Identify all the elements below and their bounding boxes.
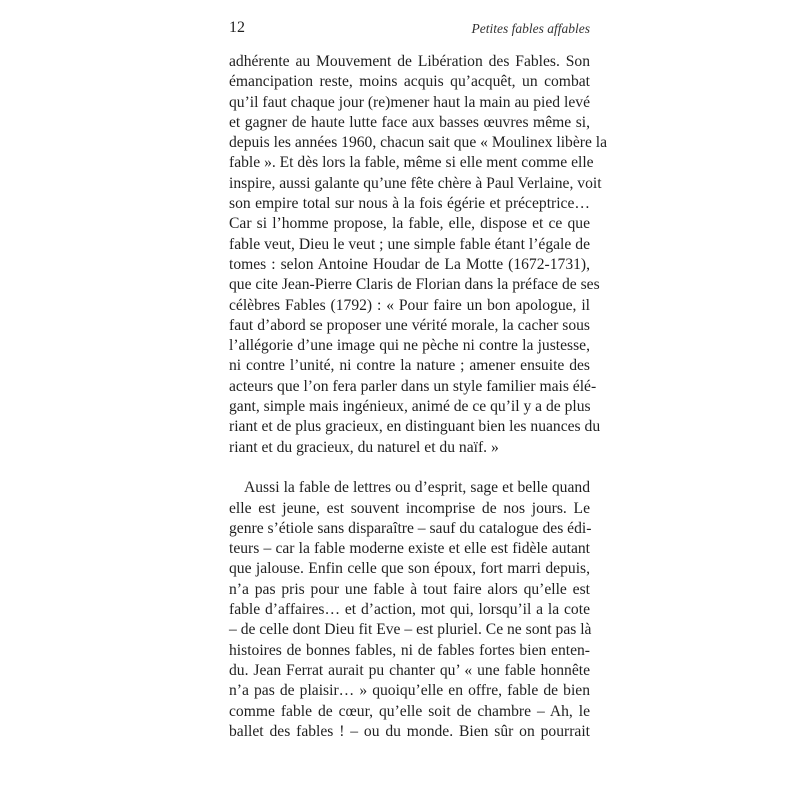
running-head bbox=[229, 18, 590, 40]
text-line: adhérente au Mouvement de Libération des Fables. Son bbox=[229, 53, 590, 70]
text-line: ballet des fables ! – ou du monde. Bien sûr on pourrait bbox=[229, 722, 590, 740]
paragraph-1 bbox=[229, 52, 608, 458]
text-line: que cite Jean-Pierre Claris de Florian dans la préface de ses bbox=[229, 276, 600, 294]
text-line: et gagner de haute lutte face aux basses œuvres même si, bbox=[229, 113, 590, 131]
text-line: n’a pas pris pour une fable à tout faire alors qu’elle est bbox=[229, 580, 590, 598]
text-line: Car si l’homme propose, la fable, elle, dispose et ce que bbox=[229, 215, 590, 233]
text-line: teurs – car la fable moderne existe et elle est fidèle autant bbox=[229, 540, 590, 558]
text-line: inspire, aussi galante qu’une fête chère à Paul Verlaine, voit bbox=[229, 174, 602, 192]
text-line: ni contre l’unité, ni contre la nature ; amener ensuite des bbox=[229, 357, 590, 375]
text-line: du. Jean Ferrat aurait pu chanter qu’ « une fable honnête bbox=[229, 661, 590, 679]
text-line: histoires de bonnes fables, ni de fables fortes bien enten- bbox=[229, 641, 590, 659]
text-line: que jalouse. Enfin celle que son époux, fort marri depuis, bbox=[229, 560, 590, 578]
text-line: comme fable de cœur, qu’elle soit de chambre – Ah, le bbox=[229, 702, 590, 720]
text-line: qu’il faut chaque jour (re)mener haut la main au pied levé bbox=[229, 93, 590, 111]
text-line: tomes : selon Antoine Houdar de La Motte (1672-1731), bbox=[229, 255, 590, 273]
text-line: Aussi la fable de lettres ou d’esprit, sage et belle quand bbox=[244, 479, 590, 497]
text-line: elle est jeune, est souvent incomprise de nos jours. Le bbox=[229, 499, 590, 517]
text-line: acteurs que l’on fera parler dans un style familier mais élé- bbox=[229, 377, 597, 395]
running-title: Petites fables affables bbox=[471, 21, 590, 36]
text-line: fable d’affaires… et d’action, mot qui, lorsqu’il a la cote bbox=[229, 601, 590, 619]
body-text bbox=[229, 52, 608, 742]
text-line: – de celle dont Dieu fit Eve – est pluriel. Ce ne sont pas là bbox=[229, 621, 592, 639]
paragraph-2 bbox=[229, 478, 590, 742]
text-line: faut d’abord se proposer une vérité morale, la cacher sous bbox=[229, 316, 590, 334]
text-line: genre s’étiole sans disparaître – sauf du catalogue des édi- bbox=[229, 519, 592, 537]
text-line: gant, simple mais ingénieux, animé de ce qu’il y a de plus bbox=[229, 398, 591, 416]
text-line: n’a pas de plaisir… » quoiqu’elle en offre, fable de bien bbox=[229, 682, 590, 700]
text-line: émancipation reste, moins acquis qu’acquêt, un combat bbox=[229, 73, 590, 91]
text-line: son empire total sur nous à la fois égérie et préceptrice… bbox=[229, 195, 590, 213]
text-line: célèbres Fables (1792) : « Pour faire un bon apologue, il bbox=[229, 296, 590, 314]
text-line: depuis les années 1960, chacun sait que « Moulinex libère la bbox=[229, 134, 608, 152]
text-line: riant et du gracieux, du naturel et du naïf. » bbox=[229, 438, 499, 456]
page-number: 12 bbox=[229, 19, 245, 36]
text-line: fable ». Et dès lors la fable, même si elle ment comme elle bbox=[229, 154, 594, 172]
text-line: riant et de plus gracieux, en distinguant bien les nuances du bbox=[229, 418, 601, 436]
text-line: l’allégorie d’une image qui ne pèche ni contre la justesse, bbox=[229, 337, 590, 355]
text-line: fable veut, Dieu le veut ; une simple fable étant l’égale de bbox=[229, 235, 590, 253]
